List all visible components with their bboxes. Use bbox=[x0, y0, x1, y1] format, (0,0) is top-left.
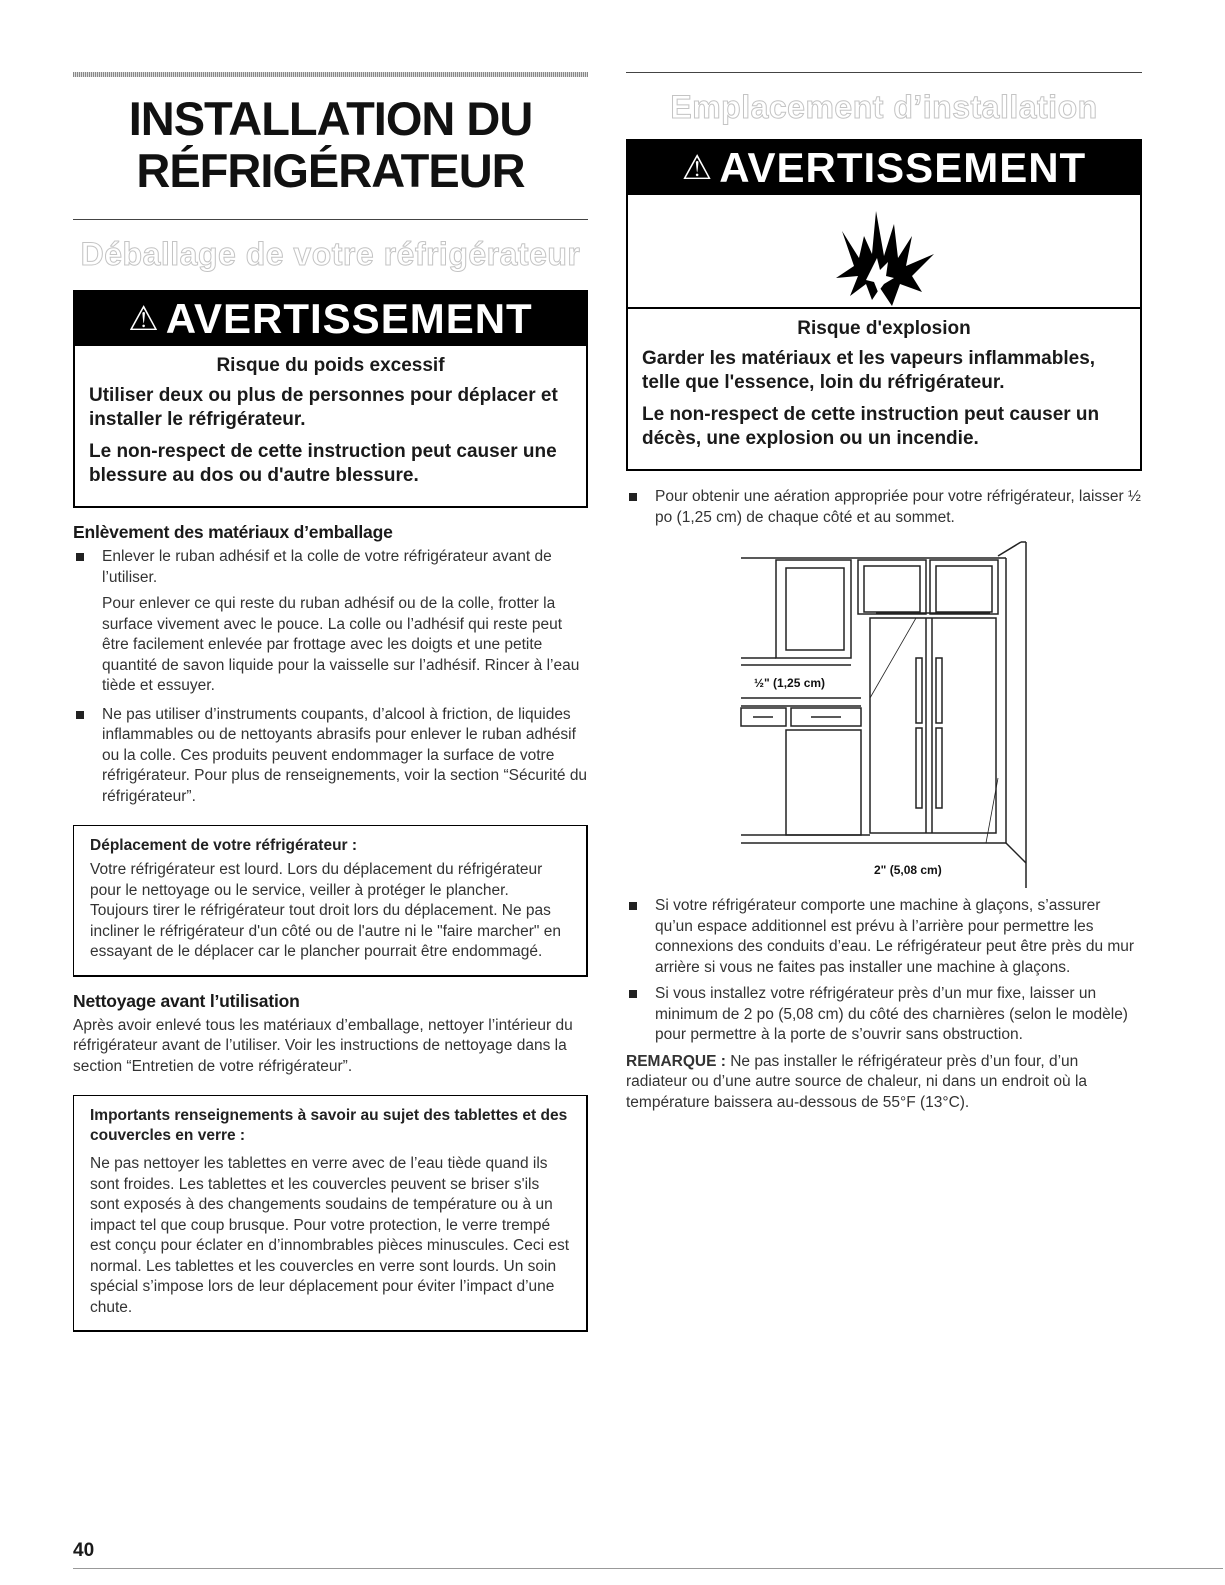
warning-body bbox=[75, 346, 586, 506]
bullet-icon bbox=[629, 493, 637, 501]
glass-info-box bbox=[73, 1095, 588, 1332]
bullet-icon bbox=[76, 711, 84, 719]
warning-risk: Risque du poids excessif bbox=[216, 355, 445, 376]
top-rule bbox=[73, 72, 588, 77]
location-list-1 bbox=[626, 487, 1142, 528]
warning-box-explosion bbox=[626, 139, 1142, 471]
warning-instruction: Utiliser deux ou plus de personnes pour déplacer et installer le réfrigérateur. bbox=[89, 385, 558, 430]
warning-triangle-icon: ⚠ bbox=[681, 149, 714, 187]
page-title bbox=[73, 93, 588, 197]
warning-body bbox=[628, 309, 1140, 469]
section-heading-unpacking: Déballage de votre réfrigérateur bbox=[80, 236, 581, 272]
cabinet-fridge-illustration bbox=[626, 538, 1142, 888]
packaging-list-2 bbox=[73, 705, 588, 808]
moving-box-title: Déplacement de votre réfrigérateur : bbox=[90, 837, 358, 854]
warning-header bbox=[75, 292, 586, 346]
warning-header bbox=[628, 141, 1140, 195]
warning-consequence: Le non-respect de cette instruction peut causer un décès, une explosion ou un incendie. bbox=[642, 404, 1100, 449]
list-item bbox=[73, 547, 588, 588]
cleaning-text: Après avoir enlevé tous les matériaux d’emballage, nettoyer l’intérieur du réfrigérateur avant de l’utiliser. Voir les instructions de nettoyage dans la section “Entretien de votre réfrigérateur”. bbox=[73, 1016, 573, 1075]
remark-text: Ne pas installer le réfrigérateur près d’un four, d’un radiateur ou d’une autre source de chaleur, ni dans un endroit où la température baissera au-dessous de 55°F (13°C). bbox=[626, 1052, 1088, 1111]
packaging-heading: Enlèvement des matériaux d’emballage bbox=[73, 522, 393, 542]
section-heading-location: Emplacement d’installation bbox=[670, 89, 1098, 125]
clearance-label-side: 2" (5,08 cm) bbox=[874, 863, 942, 877]
moving-box-text: Votre réfrigérateur est lourd. Lors du déplacement du réfrigérateur pour le nettoyage ou le service, veiller à protéger le plancher. Toujours tirer le réfrigérateur tout droit lors du déplacement. Ne pas incliner le réfrigérateur d'un côté ou de l'autre ni le "faire marcher" en essayant de le déplacer car le plancher pourrait être endommagé. bbox=[90, 861, 561, 960]
moving-info-box bbox=[73, 825, 588, 977]
bottom-rule bbox=[73, 1568, 1223, 1569]
explosion-icon bbox=[814, 196, 954, 306]
remark-label: REMARQUE : bbox=[626, 1052, 726, 1070]
bullet-icon bbox=[629, 990, 637, 998]
clearance-label-top: ½" (1,25 cm) bbox=[754, 676, 826, 690]
warning-box-weight bbox=[73, 290, 588, 508]
cleaning-heading: Nettoyage avant l’utilisation bbox=[73, 990, 300, 1011]
warning-header-text: AVERTISSEMENT bbox=[165, 295, 533, 342]
bullet-icon bbox=[629, 902, 637, 910]
page-number: 40 bbox=[73, 1540, 95, 1561]
bullet-icon bbox=[76, 553, 84, 561]
title-line-2: RÉFRIGÉRATEUR bbox=[136, 144, 525, 197]
list-item bbox=[73, 705, 588, 808]
packaging-list bbox=[73, 547, 588, 588]
warning-consequence: Le non-respect de cette instruction peut causer une blessure au dos ou d'autre blessure. bbox=[89, 441, 557, 486]
right-column bbox=[626, 72, 1142, 1113]
list-item bbox=[626, 487, 1142, 528]
list-item-text: Enlever le ruban adhésif et la colle de votre réfrigérateur avant de l’utiliser. bbox=[102, 548, 552, 586]
packaging-paragraph: Pour enlever ce qui reste du ruban adhésif ou de la colle, frotter la surface vivement avec le pouce. La colle ou l’adhésif qui reste peut être facilement enlevée par frottage avec les doigts et une petite quantité de savon liquide pour la vaisselle sur l’adhésif. Rincer à l’eau tiède et essuyer. bbox=[102, 595, 580, 694]
warning-header-text: AVERTISSEMENT bbox=[719, 144, 1087, 191]
glass-box-title: Importants renseignements à savoir au sujet des tablettes et des couvercles en verre : bbox=[90, 1107, 568, 1144]
list-item bbox=[626, 896, 1142, 978]
left-column bbox=[73, 72, 588, 1346]
location-list-2 bbox=[626, 896, 1142, 1046]
list-item-text: Ne pas utiliser d’instruments coupants, d’alcool à friction, de liquides inflammables ou de nettoyants abrasifs pour enlever le ruban adhésif ou la colle. Ces produits peuvent endommager la surface de votre réfrigérateur. Pour plus de renseignements, voir la section “Sécurité du réfrigérateur”. bbox=[102, 705, 588, 805]
explosion-icon-area bbox=[628, 195, 1140, 309]
list-item-text: Pour obtenir une aération appropriée pour votre réfrigérateur, laisser ½ po (1,25 cm) de chaque côté et au sommet. bbox=[655, 488, 1141, 526]
right-top-rule bbox=[626, 72, 1142, 73]
warning-triangle-icon: ⚠ bbox=[128, 300, 160, 338]
clearance-diagram bbox=[626, 538, 1142, 888]
title-rule bbox=[73, 219, 588, 220]
list-item-text: Si vous installez votre réfrigérateur près d’un mur fixe, laisser un minimum de 2 po (5,08 cm) du côté des charnières (selon le modèle) pour permettre à la porte de s’ouvrir sans obstruction. bbox=[655, 985, 1128, 1043]
list-item-text: Si votre réfrigérateur comporte une machine à glaçons, s’assurer qu’un espace additionnel est prévu à l’arrière pour permettre les connexions des conduits d’eau. Le réfrigérateur peut être près du mur arrière si vous ne faites pas installer une machine à glaçons. bbox=[655, 897, 1135, 976]
title-line-1: INSTALLATION DU bbox=[128, 92, 533, 145]
glass-box-text: Ne pas nettoyer les tablettes en verre avec de l’eau tiède quand ils sont froides. Les tablettes et les couvercles peuvent se briser s'ils sont exposés à des changements soudains de température ou à un impact tel que coup brusque. Pour votre protection, le verre trempé est conçu pour éclater en d’innombrables pièces minuscules. Ceci est normal. Les tablettes et les couvercles en verre sont lourds. Un soin spécial s’impose lors de leur déplacement pour éviter l’impact d’une chute. bbox=[90, 1155, 570, 1316]
warning-instruction: Garder les matériaux et les vapeurs inflammables, telle que l'essence, loin du réfrigérateur. bbox=[642, 348, 1096, 393]
warning-risk: Risque d'explosion bbox=[797, 318, 971, 339]
remark-note bbox=[626, 1052, 1142, 1114]
list-item bbox=[626, 984, 1142, 1046]
